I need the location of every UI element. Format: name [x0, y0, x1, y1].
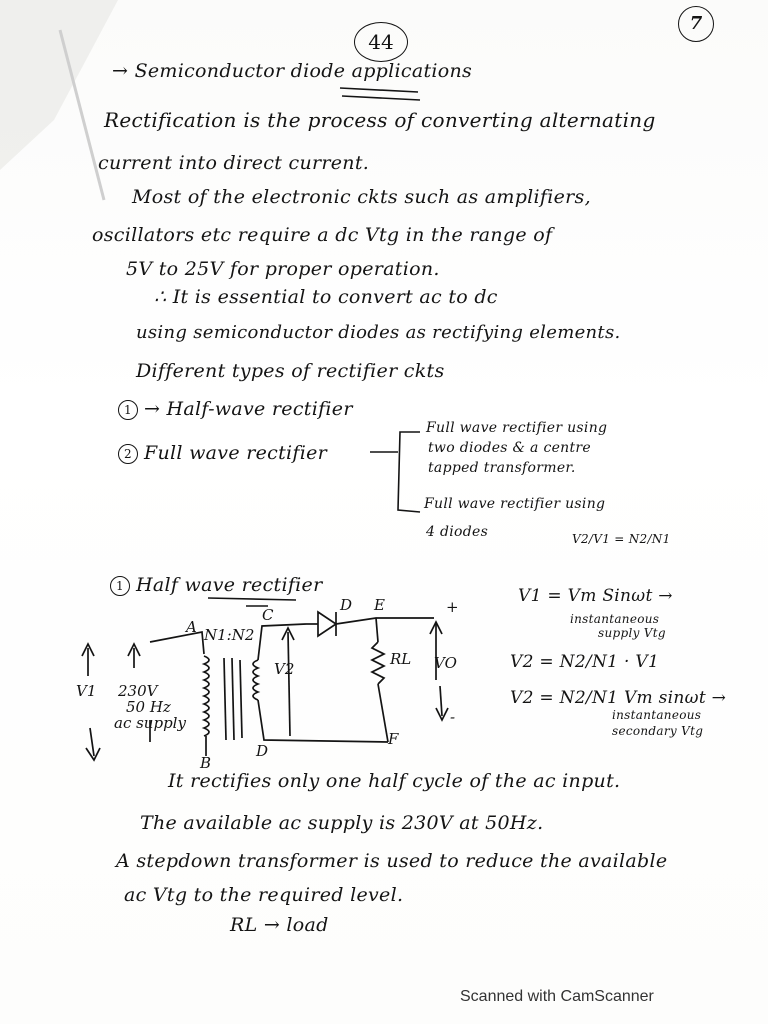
core-line-1	[224, 658, 226, 740]
type-item-1: 1 → Half-wave rectifier	[118, 398, 353, 420]
bottom-line-3: A stepdown transformer is used to reduce the available	[116, 850, 668, 872]
turns-ratio: V2/V1 = N2/N1	[572, 532, 671, 546]
branch-bracket	[398, 432, 420, 512]
scanner-watermark: Scanned with CamScanner	[460, 988, 654, 1005]
title-underline-2	[342, 96, 420, 100]
equation-3: V2 = N2/N1 Vm sinωt →	[510, 688, 727, 708]
corner-mark: 7	[678, 6, 714, 42]
label-e: E	[374, 596, 385, 614]
title-underline-1	[340, 88, 418, 92]
bottom-line-4: ac Vtg to the required level.	[124, 884, 404, 906]
label-a: A	[186, 618, 197, 636]
label-turns: N1:N2	[204, 626, 255, 644]
label-v2: V2	[274, 660, 295, 678]
label-minus: -	[450, 708, 456, 726]
body-line-5: 5V to 25V for proper operation.	[126, 258, 440, 280]
vo-down-line	[440, 686, 442, 716]
rl-resistor	[372, 642, 384, 684]
section-underline	[208, 598, 296, 600]
rl-bottom-lead	[378, 684, 388, 742]
equation-3-note-1: instantaneous	[612, 708, 702, 722]
label-d-top: D	[340, 596, 353, 614]
bottom-wire	[258, 700, 388, 742]
equation-3-note-2: secondary Vtg	[612, 724, 704, 738]
secondary-coil	[253, 660, 258, 700]
rl-top-lead	[376, 618, 378, 642]
equation-1-note-2: supply Vtg	[598, 626, 666, 640]
primary-coil	[204, 656, 209, 736]
body-line-8: Different types of rectifier ckts	[136, 360, 445, 382]
branch-1-line-3: tapped transformer.	[428, 460, 576, 476]
v1-down-arrow	[90, 728, 94, 756]
supply-line-1: 230V	[118, 682, 158, 700]
label-vo: VO	[434, 654, 457, 672]
core-line-3	[240, 660, 242, 738]
branch-1-line-1: Full wave rectifier using	[426, 420, 608, 436]
label-v1: V1	[76, 682, 97, 700]
label-b: B	[200, 754, 212, 772]
diode-triangle	[318, 612, 336, 636]
equation-1: V1 = Vm Sinωt →	[518, 586, 673, 606]
section-number: 1	[110, 576, 130, 596]
bottom-line-2: The available ac supply is 230V at 50Hz.	[140, 812, 544, 834]
type-item-2: 2 Full wave rectifier	[118, 442, 327, 464]
section-heading: 1 Half wave rectifier	[110, 574, 322, 596]
secondary-top-wire	[258, 624, 306, 660]
label-rl: RL	[390, 650, 412, 668]
type-1-number: 1	[118, 400, 138, 420]
branch-1-line-2: two diodes & a centre	[428, 440, 591, 456]
corner-shadow	[0, 0, 118, 170]
type-2-number: 2	[118, 444, 138, 464]
label-d-bottom: D	[256, 742, 269, 760]
body-line-4: oscillators etc require a dc Vtg in the range of	[92, 224, 553, 246]
v2-arrow-line	[288, 632, 290, 736]
equation-2: V2 = N2/N1 · V1	[510, 652, 660, 672]
bottom-line-1: It rectifies only one half cycle of the ac input.	[168, 770, 621, 792]
body-line-1: Rectification is the process of converting alternating	[104, 108, 656, 132]
core-line-2	[232, 658, 234, 740]
equation-1-note-1: instantaneous	[570, 612, 660, 626]
body-line-6: ∴ It is essential to convert ac to dc	[154, 286, 498, 308]
bottom-line-5: RL → load	[230, 914, 329, 936]
label-f: F	[388, 730, 399, 748]
body-line-3: Most of the electronic ckts such as amplifiers,	[132, 186, 591, 208]
supply-line-2: 50 Hz	[126, 698, 171, 716]
page-title: → Semiconductor diode applications	[112, 60, 473, 82]
branch-2-line-2: 4 diodes	[426, 524, 489, 540]
page-number: 44	[354, 22, 408, 62]
supply-line-3: ac supply	[114, 714, 186, 732]
title-arrow: →	[112, 60, 135, 82]
body-line-7: using semiconductor diodes as rectifying elements.	[136, 322, 621, 343]
body-line-2: current into direct current.	[98, 152, 370, 174]
top-output-wire	[336, 618, 434, 624]
label-plus: +	[446, 598, 459, 616]
branch-2-line-1: Full wave rectifier using	[424, 496, 606, 512]
label-c: C	[262, 606, 274, 624]
